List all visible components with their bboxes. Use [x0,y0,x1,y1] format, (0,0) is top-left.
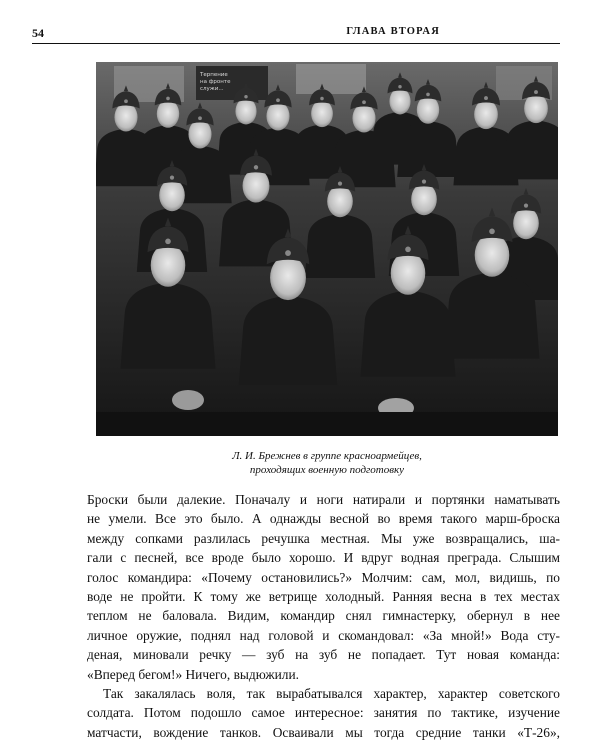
page-header [32,26,560,42]
text-line: не умели. Все это было. А однажды весной во время такого марш-броска [87,511,560,527]
text-line: воде не пройти. К тому же ветрище холодный. Ранняя весна в тех местах [87,589,560,605]
text-line: деная, миновали речку — зуб на зуб не попадает. Тут новая команда: [87,647,560,663]
page-number: 54 [32,26,44,40]
photo-sign-text: Терпение на фронте служи... [200,72,231,92]
text-line: матчасти, вождение танков. Осваивали мы тогда средние танки «Т-26», [87,724,560,740]
caption-line: Л. И. Брежнев в группе красноармейцев, [232,450,422,462]
text-line: «Вперед бегом!» Ничего, выдюжили. [87,666,299,682]
header-rule [32,43,560,44]
text-line: голос командира: «Почему остановились?» Молчим: сам, мол, видишь, по [87,569,560,585]
caption-line: проходящих военную подготовку [249,464,405,476]
running-head: ГЛАВА ВТОРАЯ [346,26,440,37]
group-photograph [96,62,558,436]
text-line: Броски были далекие. Поначалу и ноги натирали и портянки наматывать [87,492,560,507]
text-line: солдата. Потом подошло самое интересное: занятия по тактике, изучение [87,705,560,721]
body-text [87,490,560,742]
text-line: личное оружие, поднял над головой и скомандовал: «За мной!» Вода сту- [87,627,560,643]
photo-caption [96,449,558,477]
text-line: теплом не баловала. Видим, командир снял гимнастерку, обернул в нее [87,608,560,624]
text-line: гали с песней, все вроде было хорошо. И вдруг водная преграда. Слышим [87,550,560,566]
text-line: между сопками разлилась речушка местная. Мы уже возвращались, ша- [87,530,560,546]
text-line: Так закалялась воля, так вырабатывался характер, характер советского [103,686,560,702]
